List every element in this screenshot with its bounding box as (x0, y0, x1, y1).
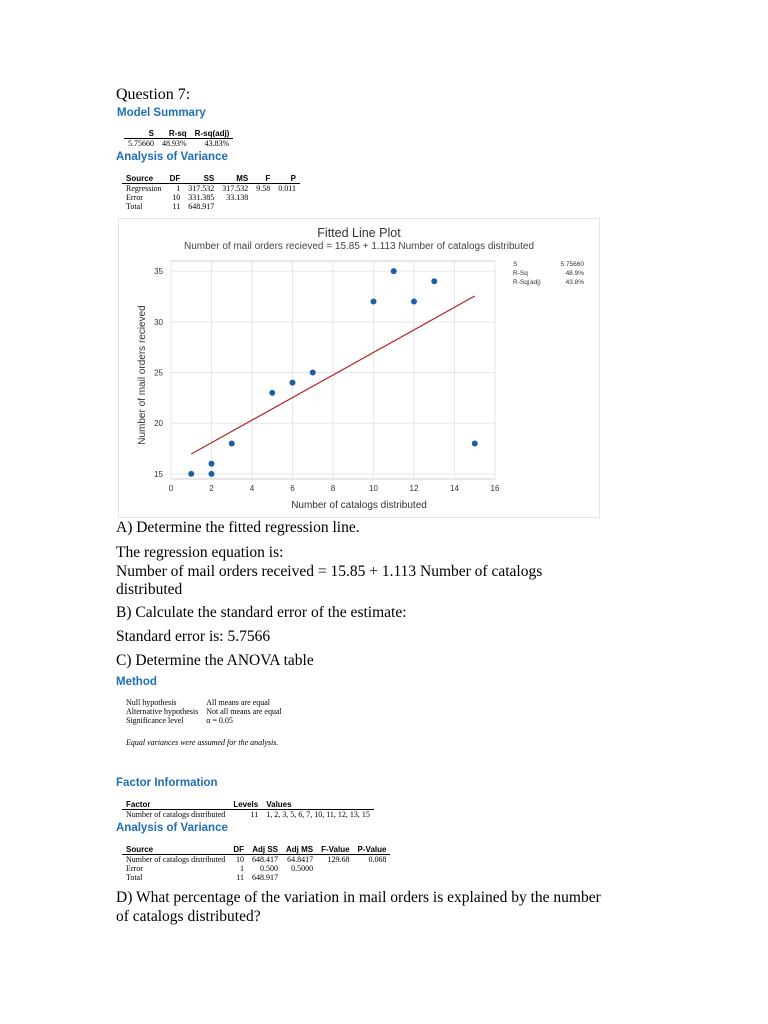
data-point (209, 471, 215, 477)
chart-svg (119, 219, 599, 517)
table-cell: 5.75660 (128, 139, 154, 148)
x-tick-label: 14 (450, 484, 459, 493)
x-tick-label: 6 (290, 484, 295, 493)
data-point (391, 268, 397, 274)
col-header: Source (122, 174, 166, 184)
x-tick-label: 10 (369, 484, 378, 493)
answer-a-line1: The regression equation is: (116, 544, 284, 561)
data-point (229, 441, 235, 447)
legend-stat-label: R-Sq(adj) (513, 279, 541, 286)
table-cell: 1, 2, 3, 5, 6, 7, 10, 11, 12, 13, 15 (266, 810, 370, 819)
table-cell (274, 202, 300, 211)
table-cell: 648.417 (251, 855, 278, 864)
table-cell: α = 0.05 (206, 716, 233, 725)
legend-stat-value: 5.75660 (560, 261, 584, 268)
table-cell: Total (126, 202, 143, 211)
legend-stat-label: R-Sq (513, 270, 528, 277)
table-cell: Error (126, 864, 143, 873)
table-cell (282, 873, 317, 882)
stats-legend (513, 261, 584, 286)
table-cell: 11 (250, 810, 259, 819)
data-point (188, 471, 194, 477)
table-cell: Null hypothesis (126, 698, 177, 707)
table-cell: 10 (235, 855, 244, 864)
table-cell: 0.011 (278, 184, 296, 193)
table-cell: Total (126, 873, 143, 882)
table-cell: 9.58 (256, 184, 271, 193)
data-point (269, 390, 275, 396)
answer-b: Standard error is: 5.7566 (116, 628, 271, 645)
table-cell (218, 202, 252, 211)
table-cell: 11 (236, 873, 244, 882)
anova2-table (122, 845, 390, 882)
col-header: Adj MS (282, 845, 317, 855)
table-cell (252, 193, 274, 202)
chart-title: Fitted Line Plot (317, 226, 401, 240)
table-cell (274, 193, 300, 202)
table-row (122, 716, 286, 725)
table-cell (252, 202, 274, 211)
col-header: F (252, 174, 274, 184)
table-cell: Not all means are equal (206, 707, 282, 716)
table-cell: 1 (239, 864, 244, 873)
model-summary-heading: Model Summary (117, 107, 206, 119)
table-cell (354, 864, 391, 873)
model-summary-table (124, 129, 233, 148)
table-cell: 331.385 (188, 193, 215, 202)
table-cell: Error (126, 193, 143, 202)
table-cell: Number of catalogs distributed (126, 810, 226, 819)
col-header: F-Value (317, 845, 353, 855)
anova2-heading: Analysis of Variance (116, 822, 228, 834)
x-tick-label: 8 (330, 484, 336, 493)
table-cell: 64.8417 (287, 855, 314, 864)
question-c: C) Determine the ANOVA table (116, 652, 314, 669)
table-cell: 10 (172, 193, 181, 202)
question-a: A) Determine the fitted regression line. (116, 519, 360, 536)
table-cell (317, 873, 353, 882)
table-row (122, 202, 300, 211)
question-d-line1: D) What percentage of the variation in mail orders is explained by the number (116, 889, 601, 906)
y-tick-label: 20 (154, 419, 163, 429)
table-cell: 129.68 (327, 855, 350, 864)
x-tick-label: 12 (409, 484, 419, 493)
table-cell: Alternative hypothesis (126, 707, 199, 716)
col-header: Source (122, 845, 229, 855)
x-axis-label: Number of catalogs distributed (291, 500, 427, 511)
col-header: DF (229, 845, 248, 855)
legend-stat-value: 48.9% (565, 270, 584, 277)
anova-heading: Analysis of Variance (116, 151, 228, 163)
table-row (122, 810, 374, 820)
data-point (310, 370, 316, 376)
table-cell: 648.917 (251, 873, 278, 882)
col-header: R-sq(adj) (191, 129, 234, 139)
factor-info-table (122, 800, 374, 819)
table-row (122, 707, 286, 716)
col-header: P-Value (354, 845, 391, 855)
y-axis-label: Number of mail orders recieved (137, 305, 148, 445)
table-cell: 648.917 (188, 202, 215, 211)
data-point (209, 461, 215, 467)
question-d-line2: of catalogs distributed? (116, 908, 261, 925)
col-header: S (124, 129, 158, 139)
answer-a-line3: distributed (116, 581, 183, 598)
table-cell: Number of catalogs distributed (126, 855, 226, 864)
table-cell: Regression (126, 184, 162, 193)
col-header: Adj SS (248, 845, 282, 855)
table-cell: 0.500 (259, 864, 278, 873)
col-header: Levels (229, 800, 262, 810)
data-point (411, 299, 417, 305)
table-cell (317, 864, 353, 873)
table-row (122, 864, 390, 873)
fitted-line-plot (118, 218, 600, 518)
data-point (290, 380, 296, 386)
y-tick-label: 15 (154, 469, 163, 479)
table-cell: 0.5000 (291, 864, 314, 873)
answer-a-line2: Number of mail orders received = 15.85 + 1.113 Number of catalogs (116, 563, 543, 580)
col-header: MS (218, 174, 252, 184)
table-cell: 1 (176, 184, 181, 193)
factor-info-heading: Factor Information (116, 777, 218, 789)
question-title: Question 7: (116, 86, 191, 103)
table-cell: 33.138 (226, 193, 249, 202)
method-table (122, 698, 286, 725)
table-cell: 317.532 (222, 184, 249, 193)
x-tick-label: 0 (168, 484, 174, 493)
data-point (371, 299, 377, 305)
table-cell: 43.83% (204, 139, 230, 148)
y-tick-label: 25 (154, 368, 163, 378)
col-header: SS (184, 174, 218, 184)
y-tick-label: 30 (154, 317, 163, 327)
table-cell: 48.93% (162, 139, 187, 148)
table-cell: All means are equal (206, 698, 270, 707)
y-tick-label: 35 (154, 267, 163, 277)
data-point (472, 441, 478, 447)
col-header: DF (166, 174, 185, 184)
x-tick-label: 4 (249, 484, 255, 493)
table-row (122, 193, 300, 202)
table-cell: 11 (172, 202, 181, 211)
col-header: R-sq (158, 129, 191, 139)
legend-stat-value: 43.8% (565, 279, 584, 286)
table-row (122, 184, 300, 194)
chart-subtitle: Number of mail orders recieved = 15.85 + 1.113 Number of catalogs distributed (184, 241, 534, 252)
table-row (122, 698, 286, 707)
table-row (122, 855, 390, 865)
table-row (122, 873, 390, 882)
x-tick-label: 2 (209, 484, 214, 493)
table-cell: 317.532 (188, 184, 215, 193)
col-header: P (274, 174, 300, 184)
legend-stat-label: S (513, 261, 518, 268)
col-header: Factor (122, 800, 229, 810)
data-point (431, 278, 437, 284)
table-cell (354, 873, 391, 882)
method-note: Equal variances were assumed for the analysis. (126, 738, 279, 747)
question-b: B) Calculate the standard error of the estimate: (116, 604, 407, 621)
table-cell: 0.068 (368, 855, 387, 864)
table-cell: Significance level (126, 716, 184, 725)
col-header: Values (262, 800, 374, 810)
x-tick-label: 16 (490, 484, 500, 493)
method-heading: Method (116, 676, 157, 688)
anova-table (122, 174, 300, 211)
